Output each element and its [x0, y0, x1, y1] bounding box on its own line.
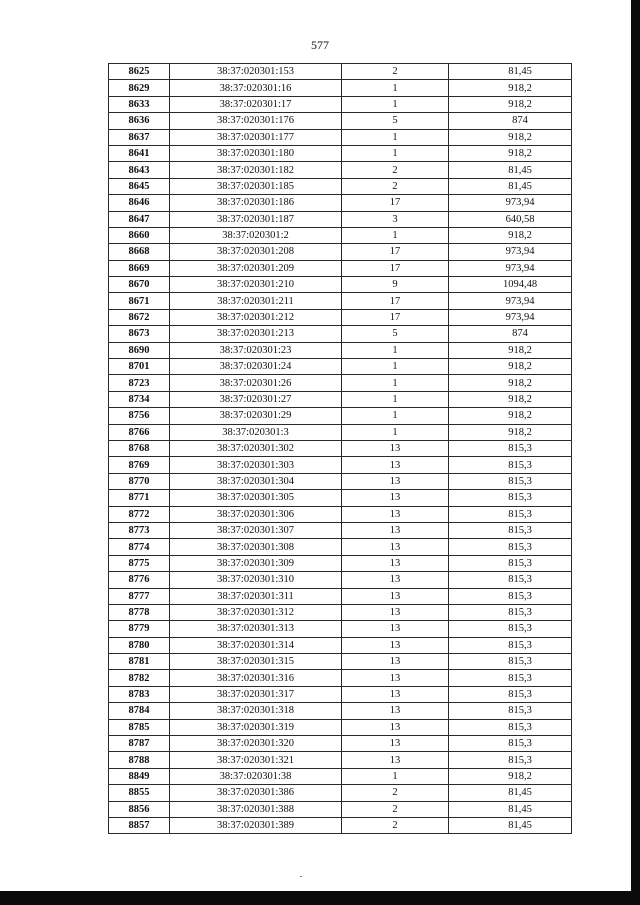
record-number-cell: 8788 [109, 752, 170, 768]
value-cell: 815,3 [449, 670, 572, 686]
record-number-cell: 8783 [109, 686, 170, 702]
value-cell: 918,2 [449, 227, 572, 243]
count-cell: 13 [342, 637, 449, 653]
table-row [109, 195, 572, 211]
record-number-cell: 8769 [109, 457, 170, 473]
record-number-cell: 8766 [109, 424, 170, 440]
count-cell: 17 [342, 309, 449, 325]
count-cell: 5 [342, 113, 449, 129]
value-cell: 973,94 [449, 309, 572, 325]
cadastral-number-cell: 38:37:020301:29 [170, 408, 342, 424]
record-number-cell: 8785 [109, 719, 170, 735]
cadastral-number-cell: 38:37:020301:208 [170, 244, 342, 260]
record-number-cell: 8849 [109, 768, 170, 784]
value-cell: 815,3 [449, 572, 572, 588]
record-number-cell: 8669 [109, 260, 170, 276]
table-row [109, 408, 572, 424]
value-cell: 815,3 [449, 604, 572, 620]
table-row [109, 490, 572, 506]
count-cell: 13 [342, 604, 449, 620]
value-cell: 81,45 [449, 817, 572, 833]
cadastral-number-cell: 38:37:020301:211 [170, 293, 342, 309]
cadastral-number-cell: 38:37:020301:317 [170, 686, 342, 702]
table-row [109, 572, 572, 588]
table-row [109, 817, 572, 833]
cadastral-number-cell: 38:37:020301:210 [170, 277, 342, 293]
record-number-cell: 8625 [109, 64, 170, 80]
count-cell: 2 [342, 785, 449, 801]
value-cell: 815,3 [449, 506, 572, 522]
record-number-cell: 8784 [109, 703, 170, 719]
value-cell: 973,94 [449, 244, 572, 260]
table-row [109, 506, 572, 522]
count-cell: 13 [342, 457, 449, 473]
table-row [109, 293, 572, 309]
value-cell: 815,3 [449, 752, 572, 768]
count-cell: 13 [342, 522, 449, 538]
value-cell: 640,58 [449, 211, 572, 227]
count-cell: 1 [342, 768, 449, 784]
table-row [109, 670, 572, 686]
cadastral-number-cell: 38:37:020301:312 [170, 604, 342, 620]
cadastral-number-cell: 38:37:020301:320 [170, 736, 342, 752]
value-cell: 918,2 [449, 129, 572, 145]
table-row [109, 260, 572, 276]
record-number-cell: 8776 [109, 572, 170, 588]
count-cell: 1 [342, 227, 449, 243]
cadastral-number-cell: 38:37:020301:318 [170, 703, 342, 719]
cadastral-number-cell: 38:37:020301:319 [170, 719, 342, 735]
cadastral-number-cell: 38:37:020301:213 [170, 326, 342, 342]
table-row [109, 604, 572, 620]
count-cell: 1 [342, 145, 449, 161]
record-number-cell: 8668 [109, 244, 170, 260]
record-number-cell: 8646 [109, 195, 170, 211]
record-number-cell: 8777 [109, 588, 170, 604]
table-row [109, 473, 572, 489]
count-cell: 17 [342, 260, 449, 276]
count-cell: 1 [342, 342, 449, 358]
record-number-cell: 8701 [109, 359, 170, 375]
record-number-cell: 8787 [109, 736, 170, 752]
record-number-cell: 8774 [109, 539, 170, 555]
record-number-cell: 8643 [109, 162, 170, 178]
value-cell: 973,94 [449, 260, 572, 276]
table-row [109, 342, 572, 358]
table-row [109, 96, 572, 112]
table-row [109, 277, 572, 293]
count-cell: 9 [342, 277, 449, 293]
cadastral-number-cell: 38:37:020301:386 [170, 785, 342, 801]
table-row [109, 736, 572, 752]
cadastral-number-cell: 38:37:020301:153 [170, 64, 342, 80]
value-cell: 918,2 [449, 375, 572, 391]
record-number-cell: 8775 [109, 555, 170, 571]
record-number-cell: 8770 [109, 473, 170, 489]
record-number-cell: 8629 [109, 80, 170, 96]
cadastral-number-cell: 38:37:020301:209 [170, 260, 342, 276]
cadastral-number-cell: 38:37:020301:305 [170, 490, 342, 506]
value-cell: 815,3 [449, 539, 572, 555]
table-row [109, 309, 572, 325]
count-cell: 1 [342, 96, 449, 112]
record-number-cell: 8641 [109, 145, 170, 161]
record-number-cell: 8855 [109, 785, 170, 801]
value-cell: 81,45 [449, 162, 572, 178]
record-number-cell: 8673 [109, 326, 170, 342]
count-cell: 13 [342, 703, 449, 719]
scan-edge-right [631, 0, 640, 905]
cadastral-number-cell: 38:37:020301:321 [170, 752, 342, 768]
cadastral-number-cell: 38:37:020301:310 [170, 572, 342, 588]
count-cell: 1 [342, 359, 449, 375]
count-cell: 17 [342, 195, 449, 211]
value-cell: 815,3 [449, 440, 572, 456]
count-cell: 1 [342, 391, 449, 407]
table-row [109, 424, 572, 440]
table-row [109, 178, 572, 194]
value-cell: 815,3 [449, 490, 572, 506]
table-row [109, 113, 572, 129]
table-row [109, 637, 572, 653]
cadastral-number-cell: 38:37:020301:187 [170, 211, 342, 227]
count-cell: 2 [342, 817, 449, 833]
record-number-cell: 8857 [109, 817, 170, 833]
value-cell: 918,2 [449, 768, 572, 784]
record-number-cell: 8670 [109, 277, 170, 293]
record-number-cell: 8633 [109, 96, 170, 112]
count-cell: 1 [342, 424, 449, 440]
cadastral-number-cell: 38:37:020301:17 [170, 96, 342, 112]
table-row [109, 162, 572, 178]
table-row [109, 719, 572, 735]
record-number-cell: 8734 [109, 391, 170, 407]
value-cell: 815,3 [449, 588, 572, 604]
value-cell: 874 [449, 326, 572, 342]
count-cell: 2 [342, 178, 449, 194]
value-cell: 81,45 [449, 785, 572, 801]
cadastral-number-cell: 38:37:020301:389 [170, 817, 342, 833]
table-row [109, 555, 572, 571]
cadastral-number-cell: 38:37:020301:313 [170, 621, 342, 637]
count-cell: 13 [342, 670, 449, 686]
count-cell: 1 [342, 408, 449, 424]
table-row [109, 375, 572, 391]
record-number-cell: 8773 [109, 522, 170, 538]
cadastral-number-cell: 38:37:020301:177 [170, 129, 342, 145]
record-number-cell: 8778 [109, 604, 170, 620]
value-cell: 918,2 [449, 391, 572, 407]
table-row [109, 391, 572, 407]
value-cell: 815,3 [449, 736, 572, 752]
count-cell: 13 [342, 736, 449, 752]
value-cell: 815,3 [449, 686, 572, 702]
record-number-cell: 8672 [109, 309, 170, 325]
table-row [109, 539, 572, 555]
table-row [109, 654, 572, 670]
count-cell: 2 [342, 64, 449, 80]
value-cell: 973,94 [449, 293, 572, 309]
record-number-cell: 8647 [109, 211, 170, 227]
property-table [108, 63, 572, 834]
table-row [109, 457, 572, 473]
table-row [109, 129, 572, 145]
count-cell: 13 [342, 686, 449, 702]
count-cell: 5 [342, 326, 449, 342]
record-number-cell: 8645 [109, 178, 170, 194]
table-row [109, 80, 572, 96]
table-row [109, 621, 572, 637]
record-number-cell: 8856 [109, 801, 170, 817]
value-cell: 874 [449, 113, 572, 129]
cadastral-number-cell: 38:37:020301:309 [170, 555, 342, 571]
record-number-cell: 8636 [109, 113, 170, 129]
value-cell: 918,2 [449, 408, 572, 424]
count-cell: 17 [342, 293, 449, 309]
cadastral-number-cell: 38:37:020301:26 [170, 375, 342, 391]
table-body [109, 64, 572, 834]
count-cell: 13 [342, 440, 449, 456]
cadastral-number-cell: 38:37:020301:314 [170, 637, 342, 653]
value-cell: 815,3 [449, 522, 572, 538]
value-cell: 81,45 [449, 801, 572, 817]
cadastral-number-cell: 38:37:020301:24 [170, 359, 342, 375]
cadastral-number-cell: 38:37:020301:212 [170, 309, 342, 325]
cadastral-number-cell: 38:37:020301:304 [170, 473, 342, 489]
cadastral-number-cell: 38:37:020301:38 [170, 768, 342, 784]
record-number-cell: 8781 [109, 654, 170, 670]
value-cell: 815,3 [449, 621, 572, 637]
cadastral-number-cell: 38:37:020301:315 [170, 654, 342, 670]
cadastral-number-cell: 38:37:020301:302 [170, 440, 342, 456]
count-cell: 1 [342, 80, 449, 96]
value-cell: 815,3 [449, 703, 572, 719]
value-cell: 918,2 [449, 342, 572, 358]
cadastral-number-cell: 38:37:020301:182 [170, 162, 342, 178]
count-cell: 13 [342, 539, 449, 555]
cadastral-number-cell: 38:37:020301:306 [170, 506, 342, 522]
count-cell: 13 [342, 752, 449, 768]
count-cell: 13 [342, 506, 449, 522]
record-number-cell: 8780 [109, 637, 170, 653]
table-row [109, 785, 572, 801]
count-cell: 13 [342, 555, 449, 571]
table-row [109, 801, 572, 817]
count-cell: 1 [342, 375, 449, 391]
table-row [109, 227, 572, 243]
value-cell: 918,2 [449, 424, 572, 440]
cadastral-number-cell: 38:37:020301:23 [170, 342, 342, 358]
count-cell: 13 [342, 654, 449, 670]
cadastral-number-cell: 38:37:020301:388 [170, 801, 342, 817]
count-cell: 13 [342, 621, 449, 637]
count-cell: 13 [342, 588, 449, 604]
record-number-cell: 8723 [109, 375, 170, 391]
table-row [109, 244, 572, 260]
table-row [109, 326, 572, 342]
count-cell: 13 [342, 490, 449, 506]
table-row [109, 440, 572, 456]
count-cell: 13 [342, 572, 449, 588]
value-cell: 815,3 [449, 637, 572, 653]
count-cell: 17 [342, 244, 449, 260]
scan-edge-bottom [0, 891, 640, 905]
record-number-cell: 8772 [109, 506, 170, 522]
cadastral-number-cell: 38:37:020301:27 [170, 391, 342, 407]
table-row [109, 588, 572, 604]
count-cell: 2 [342, 801, 449, 817]
cadastral-number-cell: 38:37:020301:2 [170, 227, 342, 243]
cadastral-number-cell: 38:37:020301:316 [170, 670, 342, 686]
record-number-cell: 8756 [109, 408, 170, 424]
value-cell: 1094,48 [449, 277, 572, 293]
value-cell: 81,45 [449, 178, 572, 194]
value-cell: 918,2 [449, 145, 572, 161]
value-cell: 815,3 [449, 555, 572, 571]
table-row [109, 359, 572, 375]
count-cell: 1 [342, 129, 449, 145]
record-number-cell: 8768 [109, 440, 170, 456]
table-row [109, 64, 572, 80]
cadastral-number-cell: 38:37:020301:186 [170, 195, 342, 211]
cadastral-number-cell: 38:37:020301:307 [170, 522, 342, 538]
record-number-cell: 8782 [109, 670, 170, 686]
value-cell: 815,3 [449, 473, 572, 489]
record-number-cell: 8671 [109, 293, 170, 309]
count-cell: 3 [342, 211, 449, 227]
value-cell: 973,94 [449, 195, 572, 211]
table-row [109, 752, 572, 768]
cadastral-number-cell: 38:37:020301:16 [170, 80, 342, 96]
value-cell: 918,2 [449, 359, 572, 375]
record-number-cell: 8771 [109, 490, 170, 506]
record-number-cell: 8660 [109, 227, 170, 243]
table-row [109, 686, 572, 702]
value-cell: 815,3 [449, 457, 572, 473]
table-row [109, 703, 572, 719]
table-row [109, 522, 572, 538]
cadastral-number-cell: 38:37:020301:180 [170, 145, 342, 161]
value-cell: 918,2 [449, 96, 572, 112]
record-number-cell: 8637 [109, 129, 170, 145]
count-cell: 2 [342, 162, 449, 178]
cadastral-number-cell: 38:37:020301:308 [170, 539, 342, 555]
value-cell: 918,2 [449, 80, 572, 96]
record-number-cell: 8690 [109, 342, 170, 358]
cadastral-number-cell: 38:37:020301:176 [170, 113, 342, 129]
scan-speck [300, 876, 302, 877]
cadastral-number-cell: 38:37:020301:3 [170, 424, 342, 440]
cadastral-number-cell: 38:37:020301:311 [170, 588, 342, 604]
table-row [109, 145, 572, 161]
page-number: 577 [311, 38, 329, 52]
value-cell: 815,3 [449, 719, 572, 735]
value-cell: 815,3 [449, 654, 572, 670]
value-cell: 81,45 [449, 64, 572, 80]
cadastral-number-cell: 38:37:020301:303 [170, 457, 342, 473]
record-number-cell: 8779 [109, 621, 170, 637]
table-row [109, 211, 572, 227]
table-row [109, 768, 572, 784]
count-cell: 13 [342, 473, 449, 489]
count-cell: 13 [342, 719, 449, 735]
cadastral-number-cell: 38:37:020301:185 [170, 178, 342, 194]
